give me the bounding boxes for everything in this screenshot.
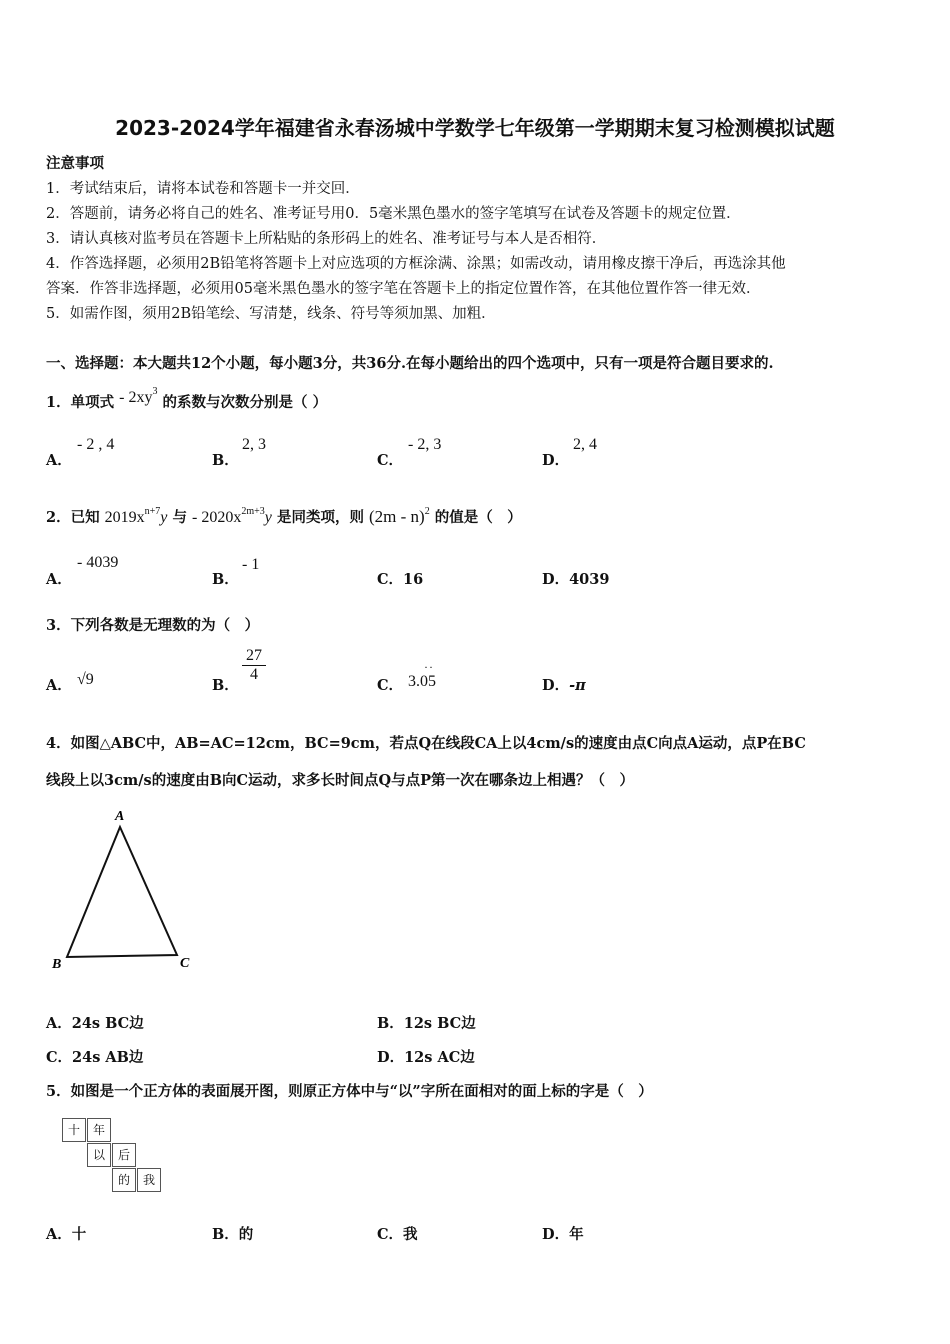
q2-term1-tail: y xyxy=(160,509,168,526)
q2-term1-exp: n+7 xyxy=(144,506,161,517)
q1-option-a[interactable]: A． xyxy=(46,452,72,469)
q1-math xyxy=(119,386,158,406)
q2-option-b-value: - 1 xyxy=(242,556,260,573)
notice-item: 答案．作答非选择题，必须用05毫米黑色墨水的签字笔在答题卡上的指定位置作答，在其他位置作答一律无效． xyxy=(46,281,761,297)
triangle-figure xyxy=(46,805,206,975)
q2-expr-exp: 2 xyxy=(424,506,430,517)
q5-option-d[interactable]: D．年 xyxy=(542,1226,584,1243)
vertex-label-c: C xyxy=(180,956,190,971)
q1-option-a-value: - 2 , 4 xyxy=(77,436,115,453)
q1-option-c-value: - 2, 3 xyxy=(408,436,442,453)
triangle-abc xyxy=(67,827,177,957)
q5-option-a[interactable]: A．十 xyxy=(46,1226,87,1243)
q2-term2 xyxy=(192,506,272,526)
q2-prefix: 2．已知 xyxy=(46,509,100,526)
q2-option-a[interactable]: A． xyxy=(46,571,72,588)
net-cell: 以 xyxy=(87,1143,111,1167)
notice-item: 3．请认真核对监考员在答题卡上所粘贴的条形码上的姓名、准考证号与本人是否相符． xyxy=(46,231,607,247)
q5-option-b[interactable]: B．的 xyxy=(212,1226,254,1243)
q4-option-d[interactable]: D．12s AC边 xyxy=(377,1049,475,1066)
q3-fraction-numerator: 27 xyxy=(242,647,266,666)
q3-option-d-label: D． xyxy=(542,677,570,694)
q2-term1 xyxy=(104,506,168,526)
net-cell: 十 xyxy=(62,1118,86,1142)
q4-option-b[interactable]: B．12s BC边 xyxy=(377,1015,476,1032)
q3-option-a[interactable]: A． xyxy=(46,677,72,694)
q2-suffix: 的值是（ ） xyxy=(434,509,522,526)
question-4-line-1: 4．如图△ABC中，AB=AC=12cm，BC=9cm，若点Q在线段CA上以4cm/s的速度由点C向点A运动，点P在BC xyxy=(46,735,806,752)
q5-option-c[interactable]: C．我 xyxy=(377,1226,418,1243)
question-4-line-2: 线段上以3cm/s的速度由B向C运动，求多长时间点Q与点P第一次在哪条边上相遇？（ ） xyxy=(46,772,635,789)
q2-term2-exp: 2m+3 xyxy=(241,506,265,517)
question-2 xyxy=(46,506,522,527)
net-cell: 年 xyxy=(87,1118,111,1142)
net-cell: 我 xyxy=(137,1168,161,1192)
vertex-label-a: A xyxy=(115,809,125,824)
q3-option-d-value: -π xyxy=(569,677,586,694)
q2-expr xyxy=(369,507,430,526)
q2-expr-base: (2m - n) xyxy=(369,507,425,526)
q4-option-c[interactable]: C．24s AB边 xyxy=(46,1049,144,1066)
q2-mid2: 是同类项，则 xyxy=(276,509,364,526)
q3-option-c[interactable]: C． xyxy=(377,677,404,694)
q1-option-b-value: 2, 3 xyxy=(242,436,266,453)
q1-suffix: 的系数与次数分别是（ ） xyxy=(162,394,328,411)
notice-heading: 注意事项 xyxy=(46,155,104,172)
q3-option-b-fraction xyxy=(242,647,266,684)
q2-option-a-value: - 4039 xyxy=(77,554,119,571)
q3-repeating-dots: · · xyxy=(424,660,433,674)
question-5: 5．如图是一个正方体的表面展开图，则原正方体中与“以”字所在面相对的面上标的字是（ ） xyxy=(46,1083,653,1100)
q1-option-d[interactable]: D． xyxy=(542,452,570,469)
q1-math-exp: 3 xyxy=(152,386,158,397)
q3-option-a-value: √9 xyxy=(77,671,94,688)
q2-option-c[interactable]: C．16 xyxy=(377,571,424,588)
net-cell: 后 xyxy=(112,1143,136,1167)
q1-option-b[interactable]: B． xyxy=(212,452,239,469)
q2-option-b[interactable]: B． xyxy=(212,571,239,588)
q4-option-a[interactable]: A．24s BC边 xyxy=(46,1015,144,1032)
vertex-label-b: B xyxy=(52,957,62,972)
notice-item: 4．作答选择题，必须用2B铅笔将答题卡上对应选项的方框涂满、涂黑；如需改动，请用橡皮擦干净后，再选涂其他 xyxy=(46,256,786,272)
q1-prefix: 1．单项式 xyxy=(46,394,115,411)
notice-item: 1．考试结束后，请将本试卷和答题卡一并交回． xyxy=(46,181,360,197)
q1-math-base: - 2xy xyxy=(119,389,153,406)
q2-mid: 与 xyxy=(172,509,187,526)
q2-term2-base: - 2020x xyxy=(192,509,242,526)
exam-title: 2023-2024学年福建省永春汤城中学数学七年级第一学期期末复习检测模拟试题 xyxy=(115,116,835,140)
q2-term2-tail: y xyxy=(264,509,272,526)
section-heading: 一、选择题：本大题共12个小题，每小题3分，共36分.在每小题给出的四个选项中，只有一项是符合题目要求的. xyxy=(46,355,774,372)
q2-term1-base: 2019x xyxy=(104,509,145,526)
q3-option-b[interactable]: B． xyxy=(212,677,239,694)
notice-item: 2．答题前，请务必将自己的姓名、准考证号用0．5毫米黑色墨水的签字笔填写在试卷及答题卡的规定位置． xyxy=(46,206,741,222)
q1-option-c[interactable]: C． xyxy=(377,452,404,469)
q1-option-d-value: 2, 4 xyxy=(573,436,597,453)
notice-item: 5．如需作图，须用2B铅笔绘、写清楚，线条、符号等须加黑、加粗． xyxy=(46,306,496,322)
question-1 xyxy=(46,386,327,412)
question-3: 3．下列各数是无理数的为（ ） xyxy=(46,617,260,634)
q3-fraction-denominator: 4 xyxy=(250,666,258,683)
net-cell: 的 xyxy=(112,1168,136,1192)
q2-option-d[interactable]: D．4039 xyxy=(542,571,610,588)
q3-option-c-value: 3.05 xyxy=(408,673,436,690)
q3-option-d[interactable] xyxy=(542,674,586,695)
